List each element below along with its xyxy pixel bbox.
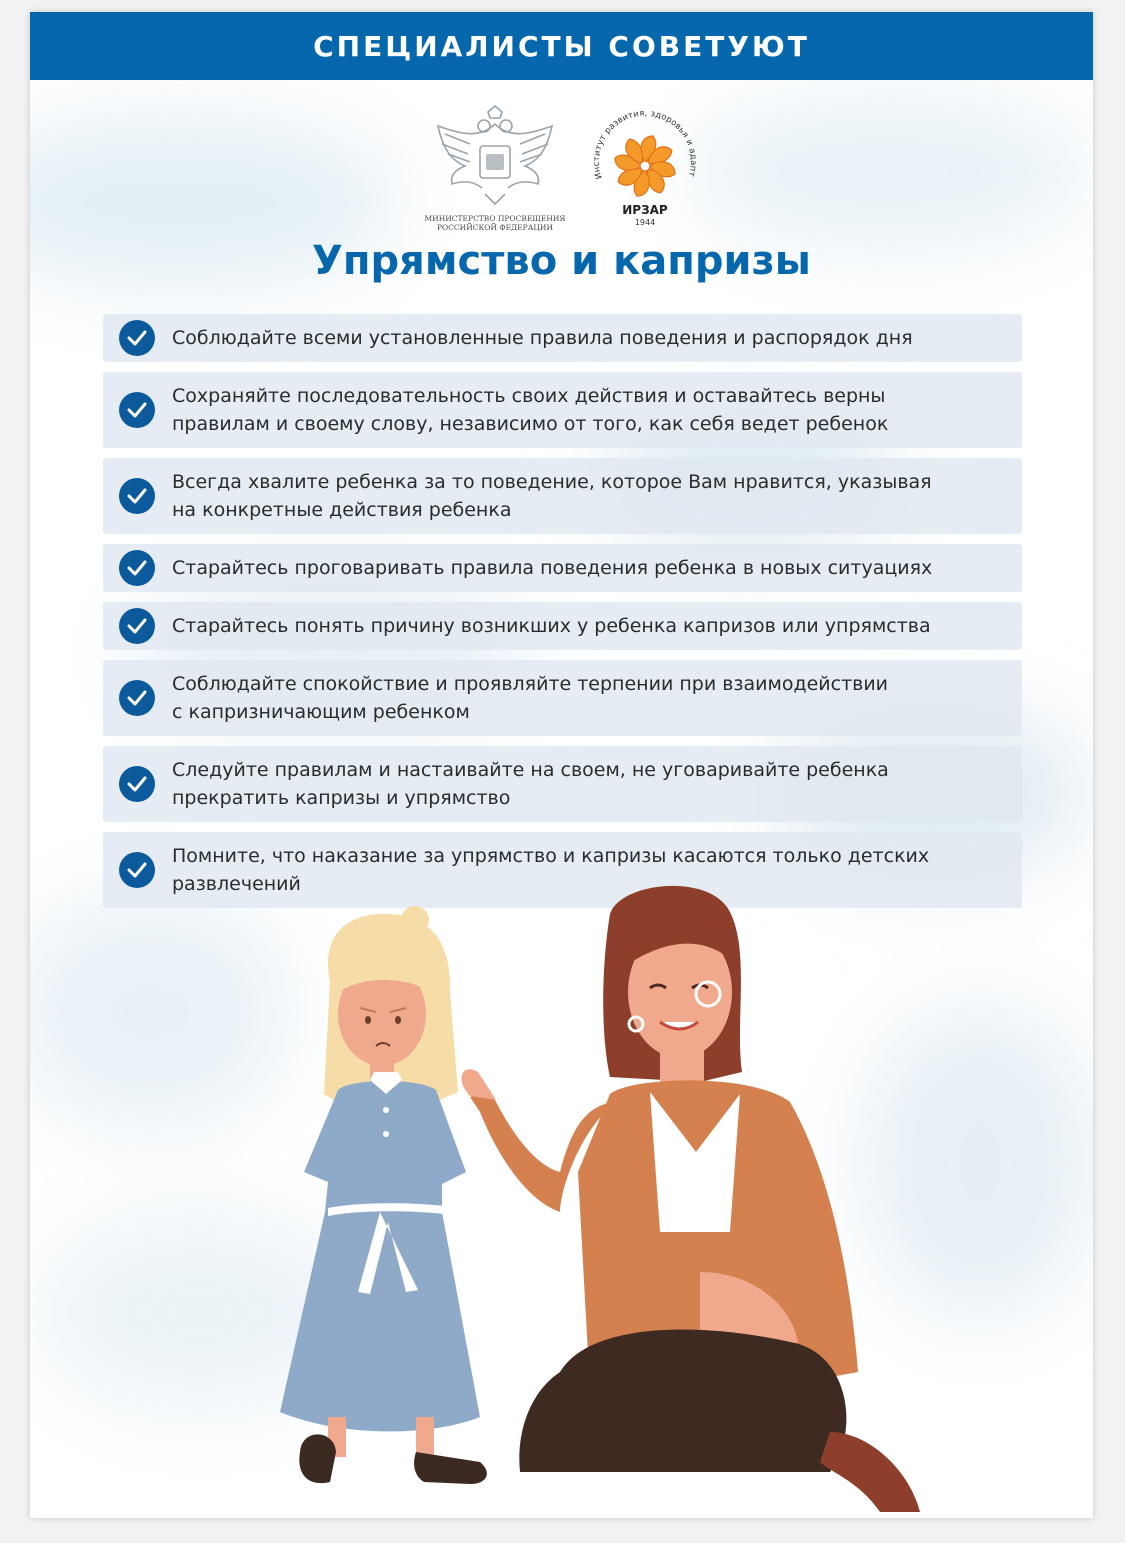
tip-line: Соблюдайте спокойствие и проявляйте терпении при взаимодействии [172, 673, 889, 695]
tip-line: прекратить капризы и упрямство [172, 787, 511, 809]
tip-text [172, 458, 932, 534]
tip-text [172, 544, 932, 592]
tip-line: правилам и своему слову, независимо от того, как себя ведет ребенок [172, 413, 889, 435]
checkmark-icon [119, 852, 155, 888]
ministry-caption-line2: РОССИЙСКОЙ ФЕДЕРАЦИИ [437, 223, 553, 232]
header-title: СПЕЦИАЛИСТЫ СОВЕТУЮТ [313, 29, 810, 63]
checkmark-icon [119, 392, 155, 428]
tip-text [172, 372, 888, 448]
tip-text [172, 314, 913, 362]
checkmark-icon [119, 680, 155, 716]
tip-text [172, 660, 888, 736]
checkmark-icon [119, 608, 155, 644]
irzar-year: 1944 [634, 218, 656, 227]
logos [420, 104, 720, 234]
irzar-arc-textpath: Институт развития, здоровья и адапт [590, 107, 700, 181]
tips-list [103, 314, 1022, 918]
flower-icon [615, 136, 675, 196]
irzar-logo [585, 104, 705, 234]
list-item [103, 458, 1022, 534]
irzar-emblem [585, 104, 705, 234]
checkmark-icon [119, 478, 155, 514]
tip-line: развлечений [172, 873, 301, 895]
checkmark-icon [119, 320, 155, 356]
list-item [103, 544, 1022, 592]
checkmark-icon [119, 550, 155, 586]
list-item [103, 660, 1022, 736]
poster-sheet [30, 12, 1093, 1518]
header-bar [30, 12, 1093, 80]
tip-line: Старайтесь понять причину возникших у ребенка капризов или упрямства [172, 615, 931, 637]
tip-text [172, 602, 931, 650]
irzar-name: ИРЗАР [622, 203, 668, 217]
tip-line: Сохраняйте последовательность своих действия и оставайтесь верны [172, 385, 886, 407]
tip-line: с капризничающим ребенком [172, 701, 470, 723]
mother-and-girl-illustration [230, 872, 950, 1512]
girl-figure [280, 906, 487, 1484]
list-item [103, 372, 1022, 448]
ministry-caption-line1: МИНИСТЕРСТВО ПРОСВЕЩЕНИЯ [424, 214, 566, 223]
tip-text [172, 746, 889, 822]
tip-line: Помните, что наказание за упрямство и капризы касаются только детских [172, 845, 930, 867]
ministry-caption [420, 214, 570, 232]
list-item [103, 602, 1022, 650]
list-item [103, 746, 1022, 822]
tip-line: Соблюдайте всеми установленные правила поведения и распорядок дня [172, 327, 913, 349]
mother-figure [462, 886, 920, 1512]
page-title: Упрямство и капризы [312, 238, 811, 284]
tip-line: Следуйте правилам и настаивайте на своем, не уговаривайте ребенка [172, 759, 889, 781]
ministry-logo [420, 104, 570, 234]
checkmark-icon [119, 766, 155, 802]
list-item [103, 314, 1022, 362]
tip-line: Старайтесь проговаривать правила поведения ребенка в новых ситуациях [172, 557, 933, 579]
tip-line: на конкретные действия ребенка [172, 499, 512, 521]
tip-line: Всегда хвалите ребенка за то поведение, которое Вам нравится, указывая [172, 471, 932, 493]
eagle-emblem-icon [420, 104, 570, 209]
